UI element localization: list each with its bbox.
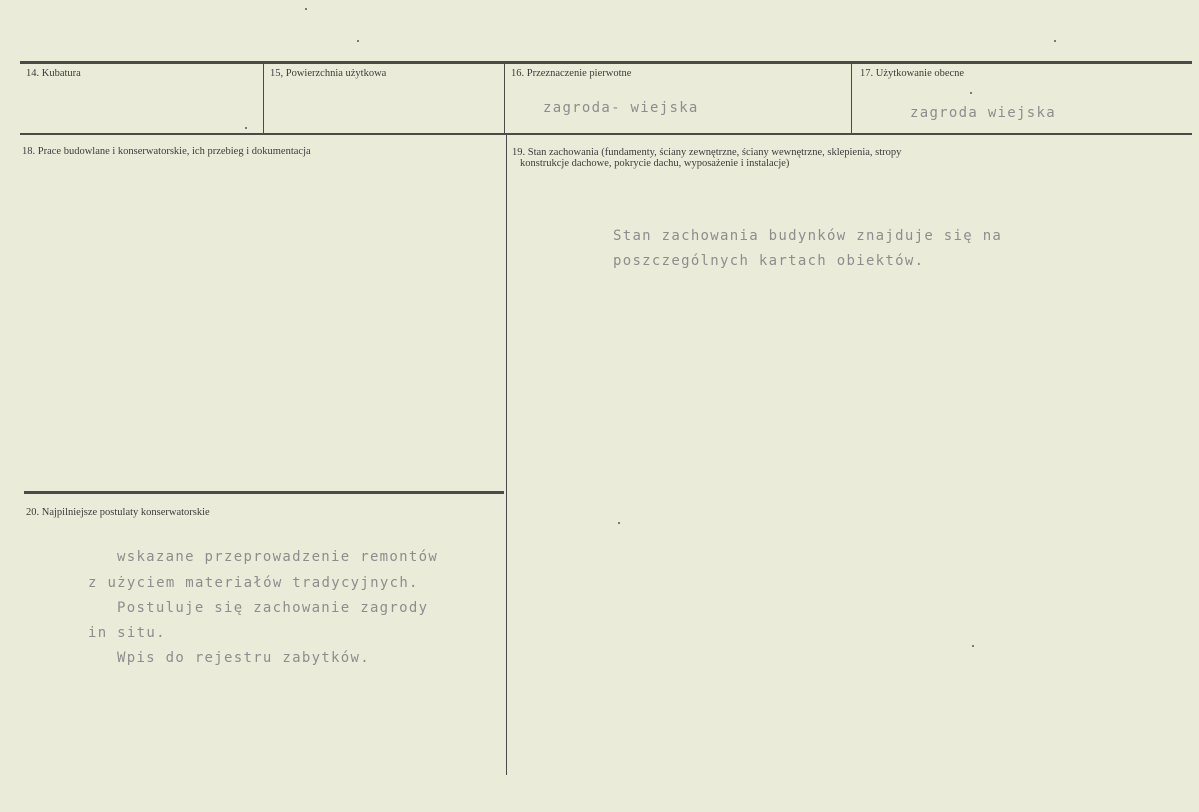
paper-speck: [972, 645, 974, 647]
paper-speck: [970, 92, 972, 94]
section-20-rule: [24, 491, 504, 494]
field-20-text-line: Postuluje się zachowanie zagrody: [117, 600, 429, 616]
paper-speck: [305, 8, 307, 10]
divider-15-16: [504, 62, 505, 133]
divider-14-15: [263, 62, 264, 133]
paper-speck: [357, 40, 359, 42]
field-16-label: 16. Przeznaczenie pierwotne: [511, 68, 632, 79]
field-15-label: 15, Powierzchnia użytkowa: [270, 68, 387, 79]
field-19-label-line-1: 19. Stan zachowania (fundamenty, ściany zewnętrzne, ściany wewnętrzne, sklepienia, stropy: [512, 147, 902, 158]
divider-left-right: [506, 135, 507, 775]
field-18-label: 18. Prace budowlane i konserwatorskie, ich przebieg i dokumentacja: [22, 146, 311, 157]
field-19-text-line: Stan zachowania budynków znajduje się na: [613, 228, 1003, 244]
paper-speck: [245, 127, 247, 129]
field-20-label: 20. Najpilniejsze postulaty konserwatorskie: [26, 507, 210, 518]
field-19-label-line-2: konstrukcje dachowe, pokrycie dachu, wyposażenie i instalacje): [520, 158, 790, 169]
field-20-text-line: in situ.: [88, 625, 166, 641]
field-16-value: zagroda- wiejska: [543, 100, 699, 116]
field-20-text-line: wskazane przeprowadzenie remontów: [117, 549, 439, 565]
field-17-label: 17. Użytkowanie obecne: [860, 68, 965, 79]
paper-speck: [618, 522, 620, 524]
top-rule: [20, 61, 1192, 64]
field-19-text-line: poszczególnych kartach obiektów.: [613, 253, 925, 269]
field-14-label: 14. Kubatura: [26, 68, 81, 79]
field-20-text-line: z użyciem materiałów tradycyjnych.: [88, 575, 419, 591]
paper-speck: [1054, 40, 1056, 42]
field-20-text-line: Wpis do rejestru zabytków.: [117, 650, 370, 666]
row-divider-rule: [20, 133, 1192, 135]
field-17-value: zagroda wiejska: [910, 105, 1056, 121]
divider-16-17: [851, 62, 852, 133]
